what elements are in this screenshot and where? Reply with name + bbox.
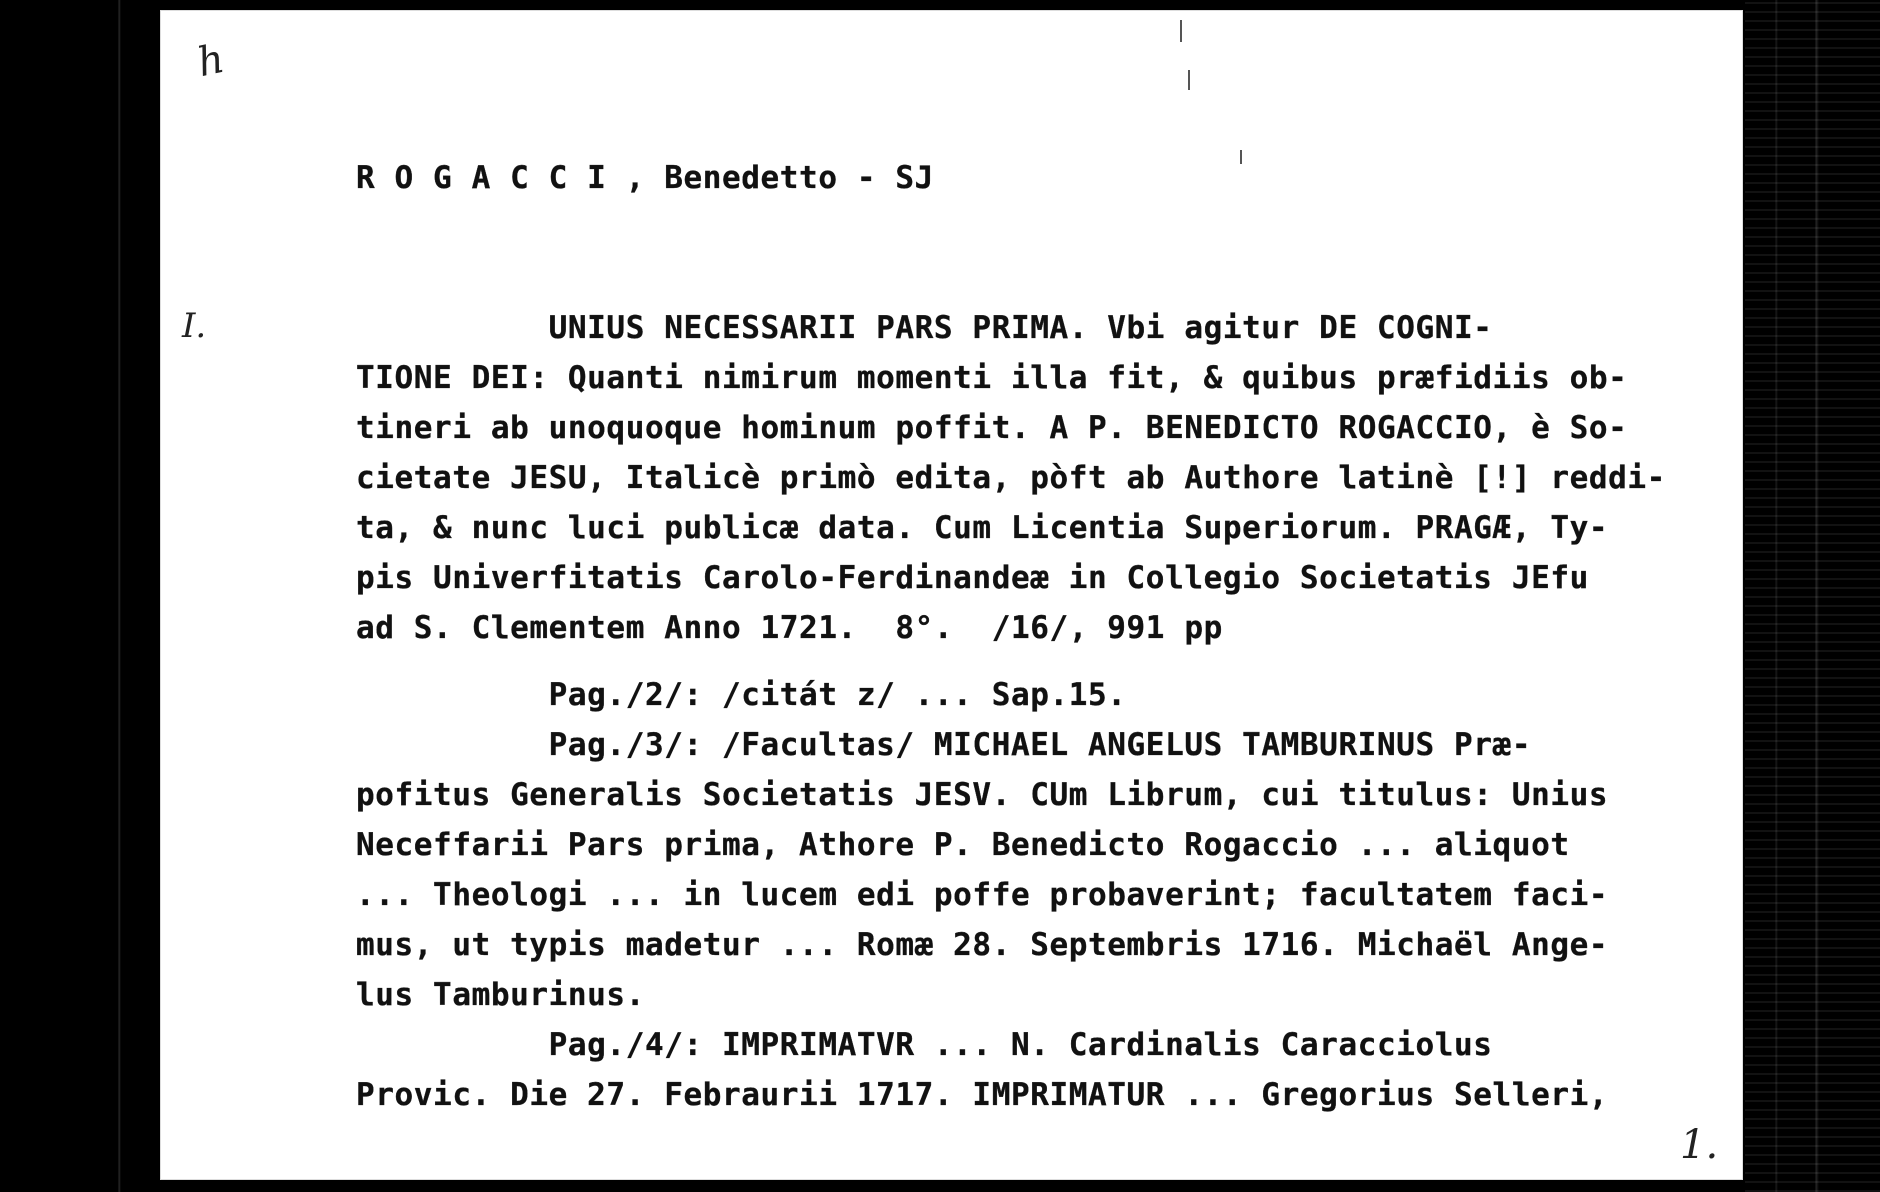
film-border-right xyxy=(1745,0,1880,1192)
card-text-line: Pag./4/: IMPRIMATVR ... N. Cardinalis Caracciolus xyxy=(356,1027,1493,1063)
card-text-line: pofitus Generalis Societatis JESV. CUm Librum, cui titulus: Unius xyxy=(356,777,1609,813)
handwritten-page-number: 1. xyxy=(1680,1122,1719,1168)
card-text-line: ... Theologi ... in lucem edi poffe probaverint; facultatem faci- xyxy=(356,877,1609,913)
card-text-line: tineri ab unoquoque hominum poffit. A P. BENEDICTO ROGACCIO, è So- xyxy=(356,410,1628,446)
handwritten-margin-mark: I. xyxy=(182,306,207,346)
card-text-line: cietate JESU, Italicè primò edita, pòft ab Authore latinè [!] reddi- xyxy=(356,460,1666,496)
card-text-line: Pag./2/: /citát z/ ... Sap.15. xyxy=(356,677,1127,713)
card-text-line: ta, & nunc luci publicæ data. Cum Licentia Superiorum. PRAGÆ, Ty- xyxy=(356,510,1609,546)
card-text-line: lus Tamburinus. xyxy=(356,977,645,1013)
film-speck xyxy=(1240,150,1242,164)
handwritten-corner-mark: h xyxy=(193,35,229,87)
film-speck xyxy=(1188,70,1190,90)
film-border-left xyxy=(0,0,160,1192)
card-text-line: Pag./3/: /Facultas/ MICHAEL ANGELUS TAMBURINUS Præ- xyxy=(356,727,1532,763)
card-text-line: Provic. Die 27. Febraurii 1717. IMPRIMATUR ... Gregorius Selleri, xyxy=(356,1077,1609,1113)
card-text-line: UNIUS NECESSARII PARS PRIMA. Vbi agitur DE COGNI- xyxy=(356,310,1493,346)
catalog-card xyxy=(160,10,1743,1180)
card-text-line: Neceffarii Pars prima, Athore P. Benedicto Rogaccio ... aliquot xyxy=(356,827,1570,863)
author-heading: R O G A C C I , Benedetto - SJ xyxy=(356,160,934,196)
card-text-line: mus, ut typis madetur ... Romæ 28. Septembris 1716. Michaël Ange- xyxy=(356,927,1609,963)
card-text-line: ad S. Clementem Anno 1721. 8°. /16/, 991 pp xyxy=(356,610,1223,646)
card-text-line: pis Univerfitatis Carolo-Ferdinandeæ in Collegio Societatis JEfu xyxy=(356,560,1589,596)
card-text-line: TIONE DEI: Quanti nimirum momenti illa fit, & quibus præfidiis ob- xyxy=(356,360,1628,396)
film-speck xyxy=(1180,20,1182,42)
